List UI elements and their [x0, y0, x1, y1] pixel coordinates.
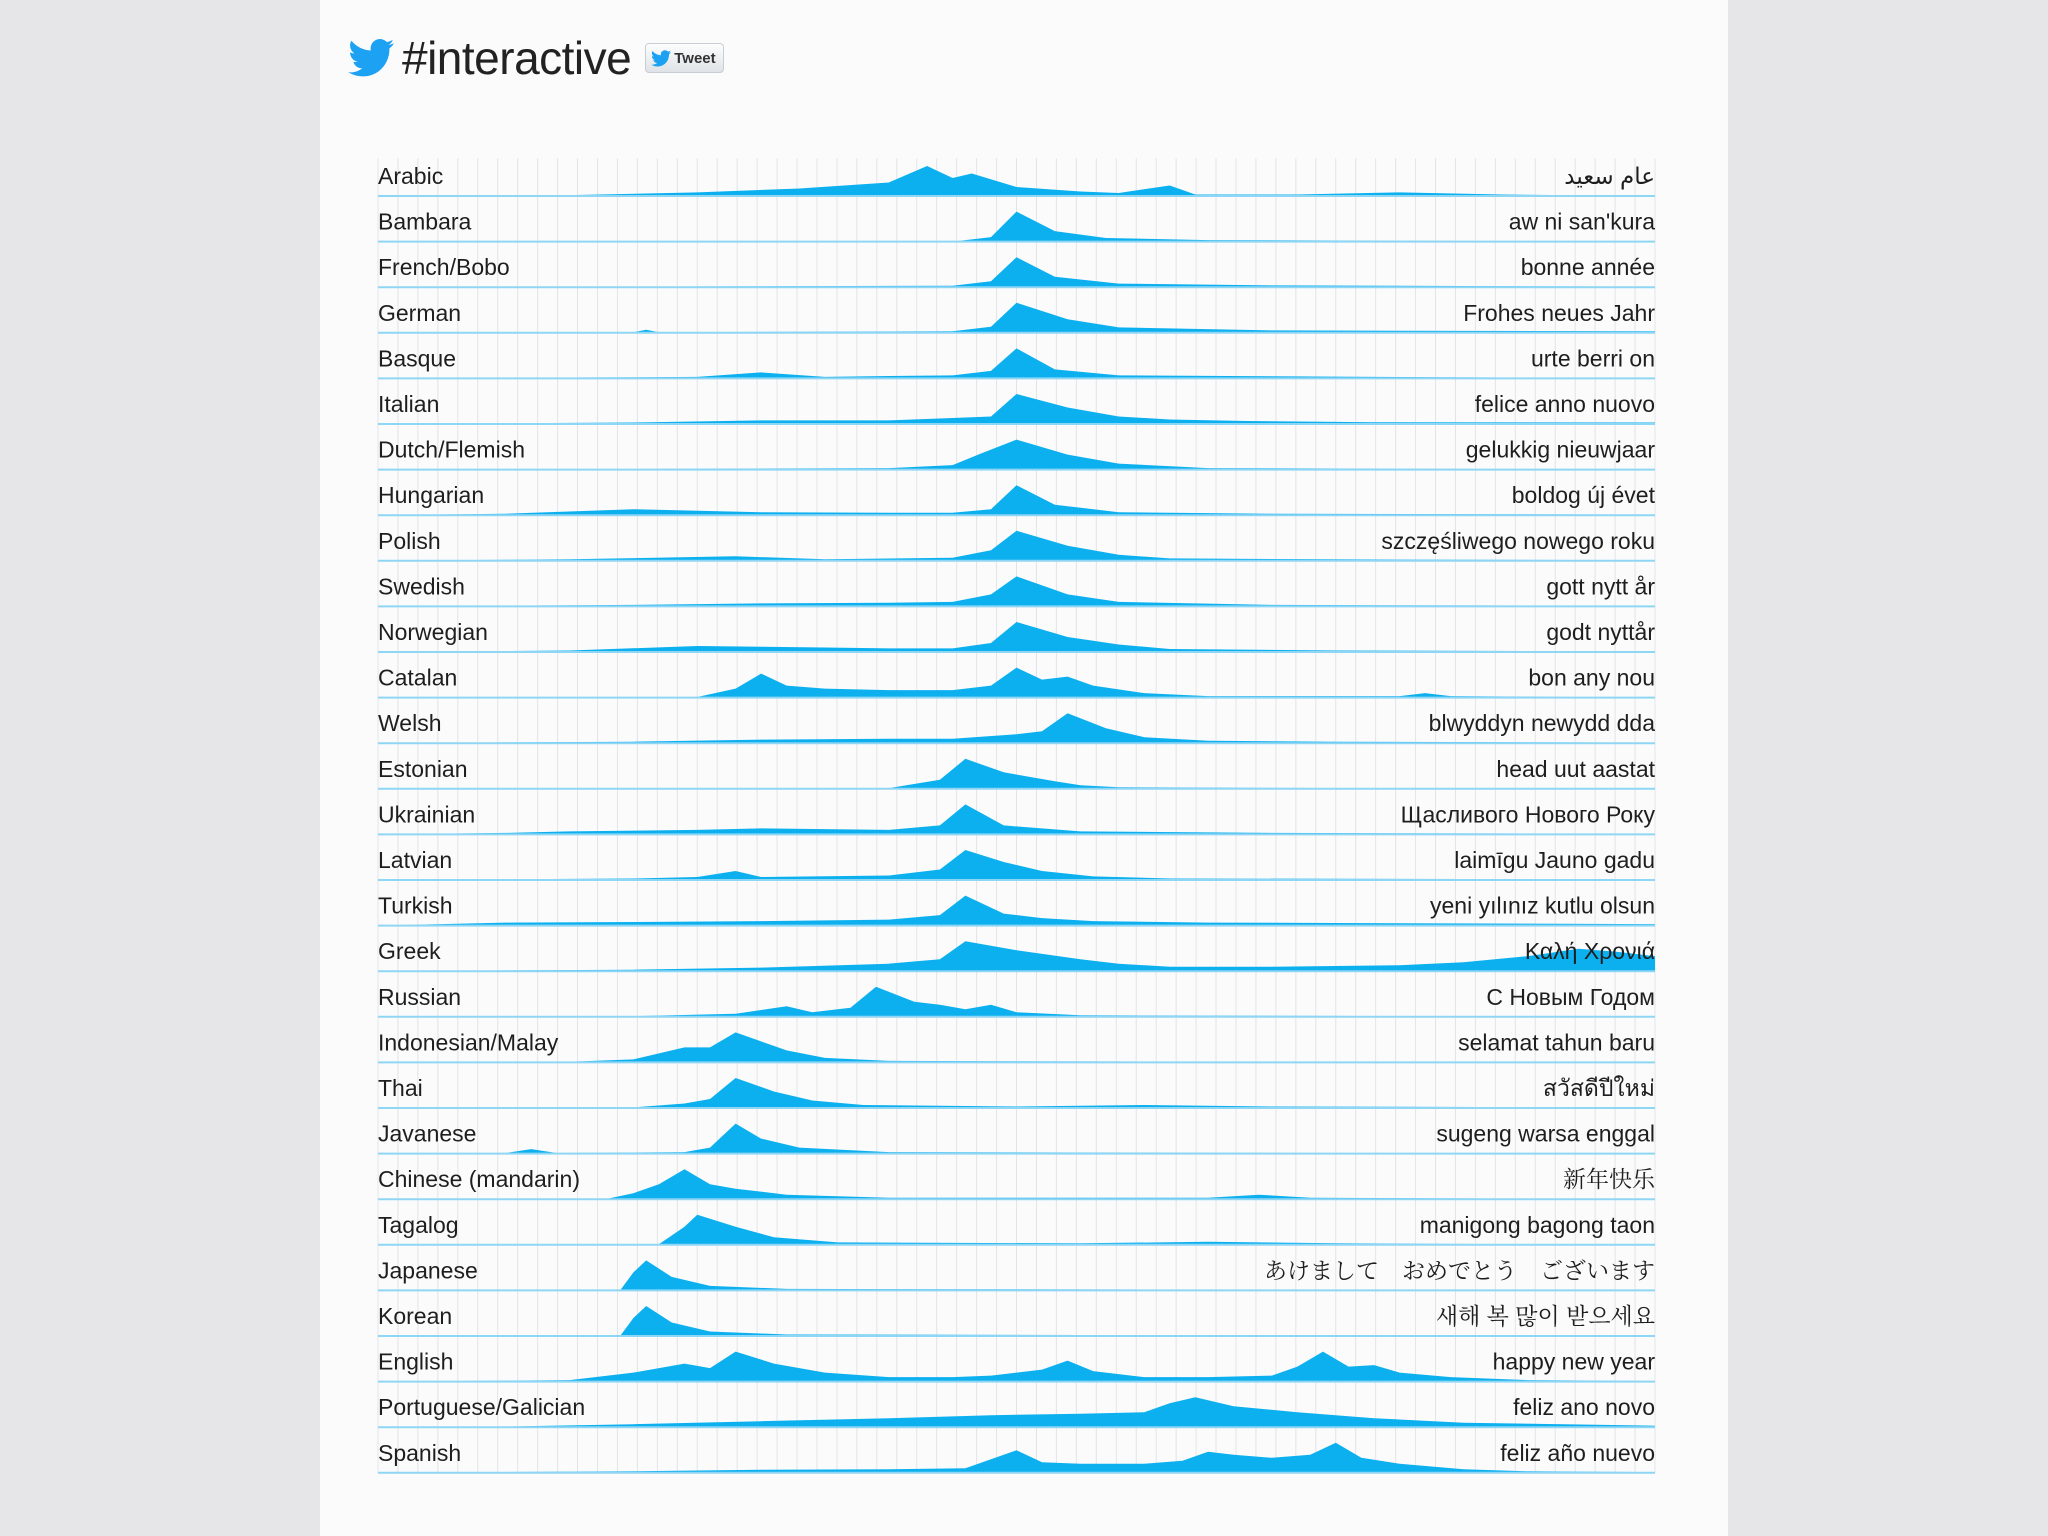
- ridge-row: [378, 528, 1655, 561]
- greeting-label: sugeng warsa enggal: [1436, 1120, 1655, 1147]
- hashtag-title: #interactive: [402, 32, 632, 84]
- greeting-label: bonne année: [1520, 254, 1655, 281]
- language-label: Javanese: [378, 1120, 477, 1147]
- greeting-label: head uut aastat: [1496, 755, 1655, 782]
- ridge-area: [378, 394, 1655, 424]
- ridge-area: [378, 348, 1655, 378]
- language-label: Ukrainian: [378, 801, 476, 828]
- greeting-label: happy new year: [1492, 1348, 1655, 1375]
- ridge-area: [378, 440, 1655, 470]
- language-label: Catalan: [378, 664, 458, 691]
- language-label: Portuguese/Galician: [378, 1394, 586, 1421]
- greeting-label: szczęśliwego nowego roku: [1381, 527, 1655, 554]
- language-label: Bambara: [378, 208, 472, 235]
- language-label: Dutch/Flemish: [378, 436, 525, 463]
- language-label: Korean: [378, 1303, 453, 1329]
- ridge-row: [378, 437, 1655, 470]
- language-label: Spanish: [378, 1439, 462, 1466]
- language-label: Norwegian: [378, 619, 488, 645]
- language-label: Polish: [378, 527, 441, 554]
- ridge-row: [378, 391, 1655, 424]
- greeting-label: feliz ano novo: [1513, 1394, 1655, 1421]
- greeting-label: 新年快乐: [1563, 1166, 1655, 1193]
- greeting-label: urte berri on: [1530, 345, 1655, 372]
- language-label: Greek: [378, 938, 441, 965]
- language-label: Arabic: [378, 163, 444, 189]
- language-label: Swedish: [378, 573, 465, 600]
- greeting-label: aw ni san'kura: [1508, 208, 1655, 235]
- language-label: Hungarian: [378, 482, 485, 509]
- greeting-label: bon any nou: [1528, 664, 1655, 691]
- language-label: Italian: [378, 391, 440, 417]
- greeting-label: manigong bagong taon: [1419, 1211, 1655, 1238]
- greeting-label: gelukkig nieuwjaar: [1465, 436, 1655, 463]
- language-label: Basque: [378, 345, 457, 372]
- greeting-label: С Новым Годом: [1486, 983, 1655, 1010]
- greeting-label: blwyddyn newydd dda: [1428, 710, 1655, 737]
- greeting-label: selamat tahun baru: [1458, 1029, 1655, 1056]
- language-label: Latvian: [378, 847, 453, 873]
- ridge-row: [378, 482, 1656, 515]
- ridge-area: [378, 668, 1655, 698]
- language-label: English: [378, 1348, 454, 1375]
- ridge-row: [378, 300, 1655, 333]
- language-label: Japanese: [378, 1257, 478, 1284]
- greeting-label: Frohes neues Jahr: [1463, 299, 1655, 326]
- greeting-label: gott nytt år: [1546, 573, 1655, 600]
- greeting-label: boldog új évet: [1511, 482, 1655, 509]
- ridge-area: [378, 212, 1655, 242]
- language-label: German: [378, 299, 462, 326]
- greeting-label: 새해 복 많이 받으세요: [1435, 1303, 1655, 1329]
- page-panel: [320, 0, 1728, 1536]
- ridge-row: [378, 665, 1655, 698]
- ridge-row: [378, 209, 1655, 242]
- language-label: Welsh: [378, 710, 442, 737]
- language-label: Russian: [378, 983, 462, 1010]
- language-label: Turkish: [378, 892, 453, 919]
- greeting-label: yeni yılınız kutlu olsun: [1429, 892, 1655, 919]
- language-label: Estonian: [378, 755, 468, 782]
- ridge-row: [378, 345, 1655, 378]
- language-label: Thai: [378, 1075, 423, 1101]
- ridge-row: [378, 573, 1655, 606]
- ridge-row: [378, 619, 1655, 652]
- language-label: Indonesian/Malay: [378, 1029, 559, 1056]
- ridge-area: [378, 485, 1655, 515]
- ridge-area: [378, 622, 1655, 652]
- greeting-label: あけまして おめでとう ございます: [1264, 1257, 1655, 1284]
- language-label: Tagalog: [378, 1211, 459, 1238]
- ridge-row: [378, 254, 1655, 287]
- greeting-label: godt nyttår: [1546, 619, 1655, 645]
- language-label: French/Bobo: [378, 254, 510, 281]
- language-label: Chinese (mandarin): [378, 1166, 580, 1193]
- greeting-label: Καλή Χρονιά: [1524, 938, 1655, 965]
- greeting-label: laimīgu Jauno gadu: [1454, 847, 1655, 873]
- greeting-label: عام سعيد: [1564, 163, 1655, 189]
- greeting-label: Щасливого Нового Року: [1400, 801, 1655, 828]
- ridge-area: [378, 257, 1655, 287]
- language-ridgeline-chart: [320, 0, 1728, 1536]
- ridge-area: [378, 576, 1655, 606]
- greeting-label: felice anno nuovo: [1474, 391, 1655, 417]
- greeting-label: feliz año nuevo: [1500, 1439, 1655, 1466]
- greeting-label: สวัสดีปีใหม่: [1542, 1075, 1655, 1101]
- tweet-button-label: Tweet: [674, 49, 716, 67]
